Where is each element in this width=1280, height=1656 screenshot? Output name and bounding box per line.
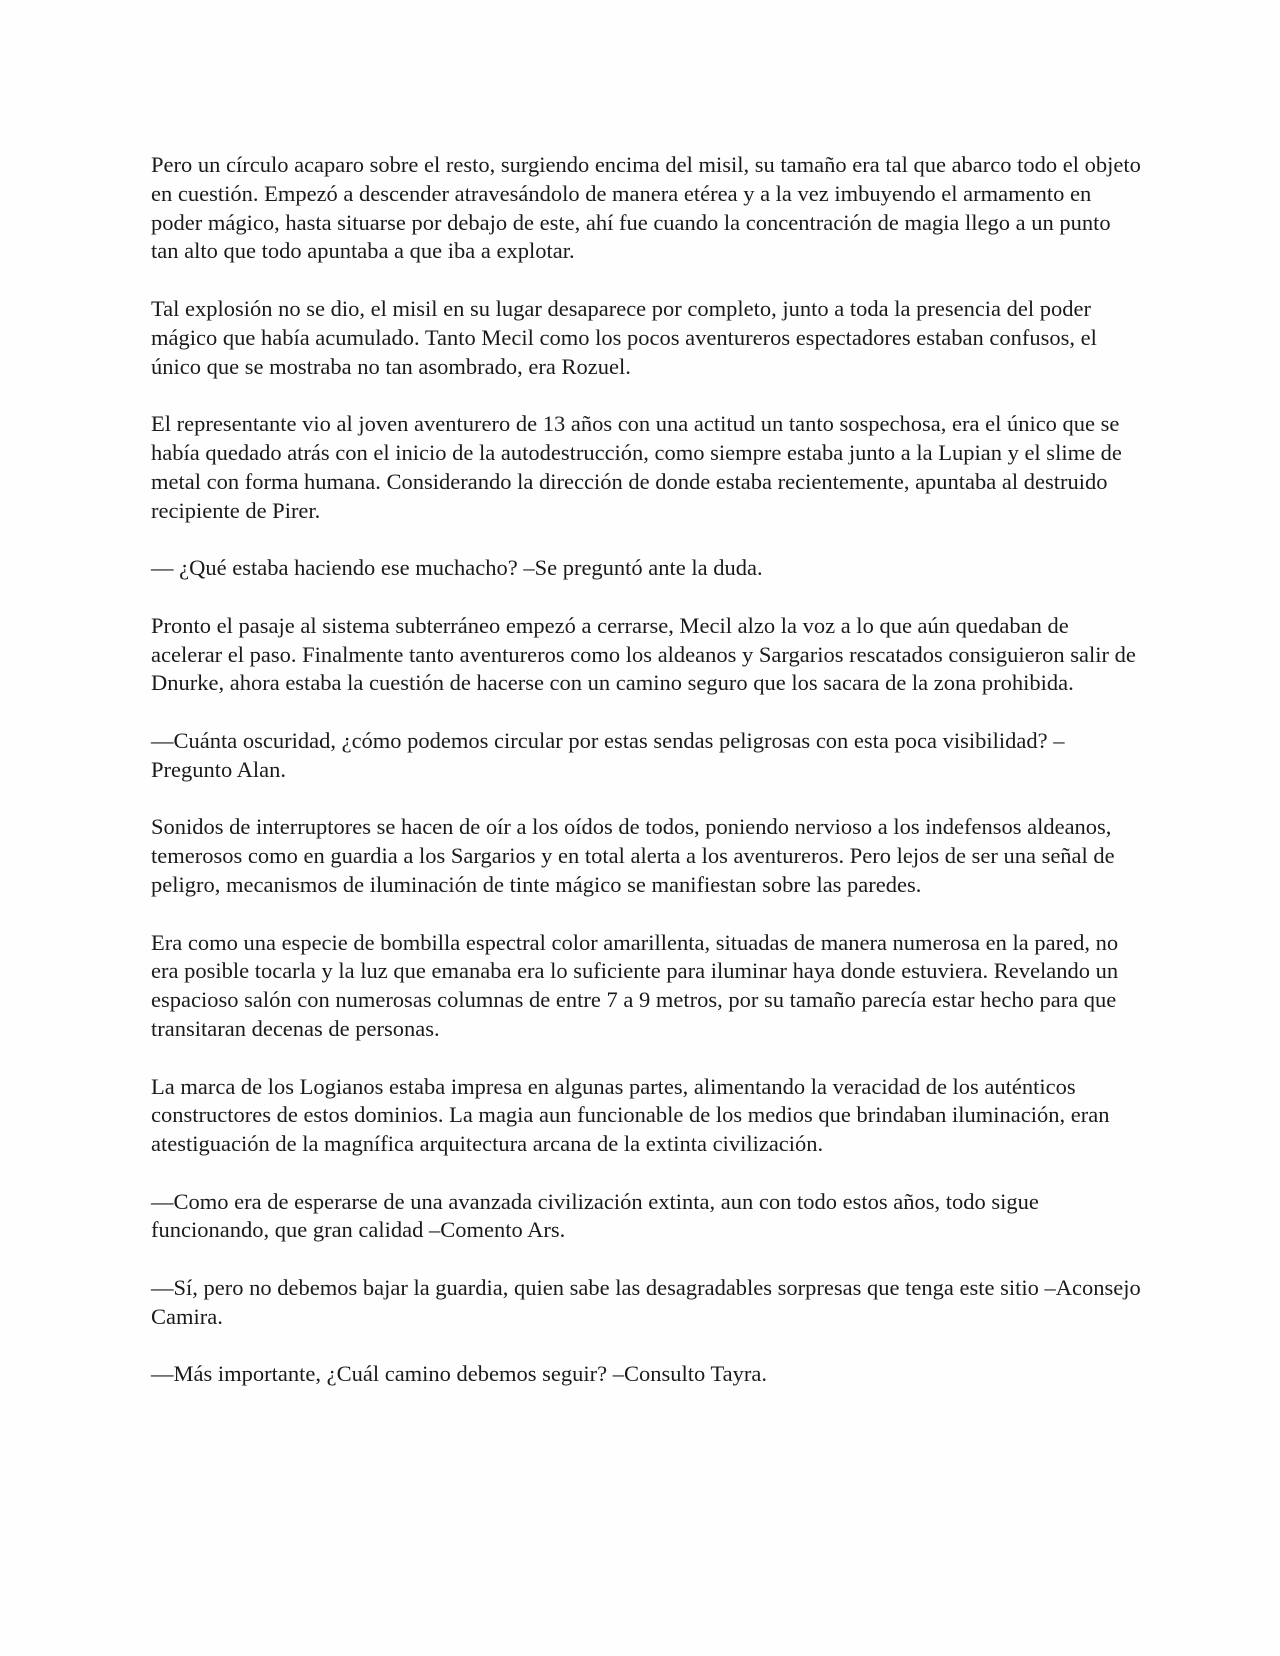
dialogue-line: —Cuánta oscuridad, ¿cómo podemos circular por estas sendas peligrosas con esta poca visibilidad? –Pregunto Alan. [151,727,1065,782]
paragraph: Sonidos de interruptores se hacen de oír a los oídos de todos, poniendo nervioso a los indefensos aldeanos, temerosos como en guardia a los Sargarios y en total alerta a los aventureros. Pero lejos de ser una señal de peligro, mecanismos de iluminación de tinte mágico se manifiestan sobre las paredes. [151,814,1115,897]
paragraph: La marca de los Logianos estaba impresa en algunas partes, alimentando la veracidad de los auténticos constructores de estos dominios. La magia aun funcionable de los medios que brindaban iluminación, eran atestiguación de la magnífica arquitectura arcana de la extinta civilización. [151,1073,1110,1157]
paragraph: Era como una especie de bombilla espectral color amarillenta, situadas de manera numerosa en la pared, no era posible tocarla y la luz que emanaba era lo suficiente para iluminar haya donde estuviera. Revelando un espacioso salón con numerosas columnas de entre 7 a 9 metros, por su tamaño parecía estar hecho para que transitaran decenas de personas. [151,929,1119,1041]
paragraph: Pero un círculo acaparo sobre el resto, surgiendo encima del misil, su tamaño era tal que abarco todo el objeto en cuestión. Empezó a descender atravesándolo de manera etérea y a la vez imbuyendo el armamento en poder mágico, hasta situarse por debajo de este, ahí fue cuando la concentración de magia llego a un punto tan alto que todo apuntaba a que iba a explotar. [151,152,1141,264]
dialogue-line: — ¿Qué estaba haciendo ese muchacho? –Se preguntó ante la duda. [151,555,763,581]
paragraph: El representante vio al joven aventurero de 13 años con una actitud un tanto sospechosa, era el único que se había quedado atrás con el inicio de la autodestrucción, como siempre estaba junto a la Lupian y el slime de metal con forma humana. Considerando la dirección de donde estaba recientemente, apuntaba al destruido recipiente de Pirer. [151,411,1122,523]
dialogue-line: —Sí, pero no debemos bajar la guardia, quien sabe las desagradables sorpresas que tenga este sitio –Aconsejo Camira. [151,1275,1141,1329]
paragraph: Tal explosión no se dio, el misil en su lugar desaparece por completo, junto a toda la presencia del poder mágico que había acumulado. Tanto Mecil como los pocos aventureros espectadores estaban confusos, el único que se mostraba no tan asombrado, era Rozuel. [151,295,1097,379]
dialogue-line: —Más importante, ¿Cuál camino debemos seguir? –Consulto Tayra. [151,1361,768,1387]
document-body [151,151,1141,1418]
dialogue-line: —Como era de esperarse de una avanzada civilización extinta, aun con todo estos años, todo sigue funcionando, que gran calidad –Comento Ars. [151,1188,1039,1243]
paragraph: Pronto el pasaje al sistema subterráneo empezó a cerrarse, Mecil alzo la voz a lo que aún quedaban de acelerar el paso. Finalmente tanto aventureros como los aldeanos y Sargarios rescatados consiguieron salir de Dnurke, ahora estaba la cuestión de hacerse con un camino seguro que los sacara de la zona prohibida. [151,612,1136,696]
